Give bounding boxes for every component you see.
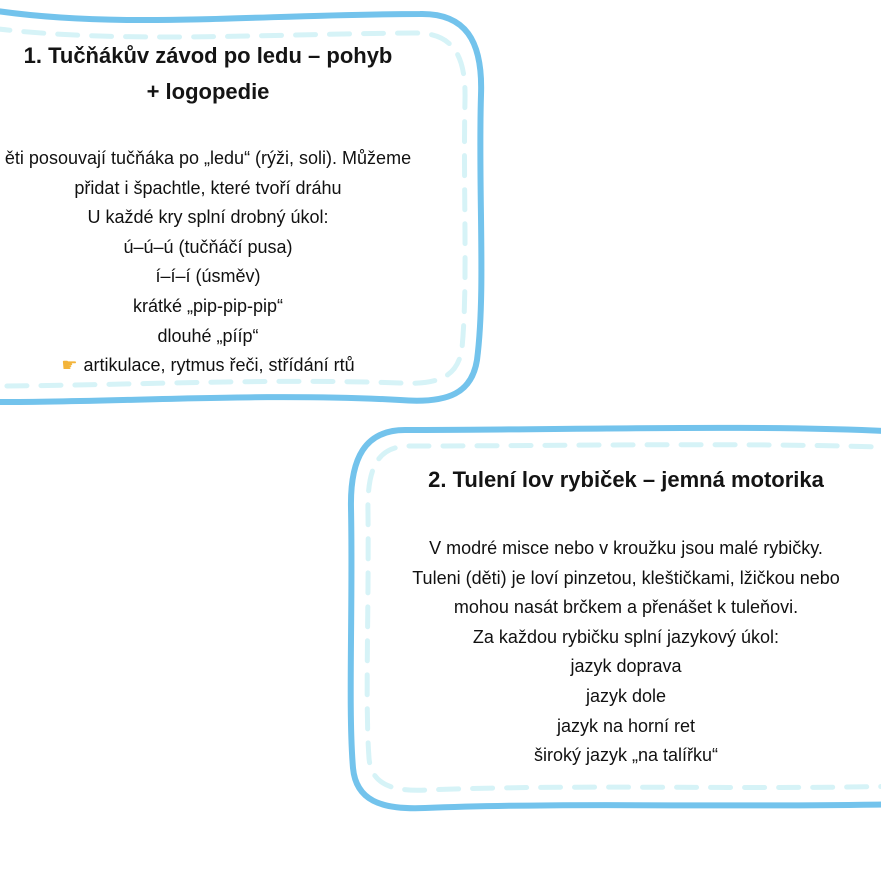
- card-1-text: [0, 144, 416, 381]
- card-2-line: jazyk na horní ret: [556, 715, 696, 736]
- pointing-hand-icon: ☛: [61, 355, 78, 376]
- card-1-line: krátké „pip-pip-pip“: [132, 295, 284, 316]
- card-2-title: 2. Tulení lov rybiček – jemná motorika: [428, 467, 824, 492]
- card-2-line: široký jazyk „na talířku“: [533, 745, 719, 766]
- card-1-line: í–í–í (úsměv): [155, 266, 261, 287]
- card-2-line: jazyk doprava: [570, 656, 682, 677]
- card-2-line: jazyk dole: [585, 685, 667, 706]
- card-2-line: V modré misce nebo v kroužku jsou malé rybičky.: [429, 538, 823, 558]
- card-1-line: U každé kry splní drobný úkol:: [87, 207, 329, 228]
- card-1-line: [0, 351, 416, 381]
- activity-card-1: [0, 0, 500, 420]
- card-1-line: ěti posouvají tučňáka po „ledu“ (rýži, soli). Můžeme: [4, 148, 412, 168]
- card-2-line: mohou nasát brčkem a přenášet k tuleňovi.: [453, 597, 799, 618]
- card-2-text: [367, 534, 881, 771]
- card-1-last-line: artikulace, rytmus řeči, střídání rtů: [83, 355, 355, 376]
- card-1-title: 1. Tučňákův závod po ledu – pohyb + logopedie: [23, 43, 393, 104]
- card-2-line: Tuleni (děti) je loví pinzetou, kleštičkami, lžičkou nebo: [412, 567, 840, 588]
- card-2-line: Za každou rybičku splní jazykový úkol:: [472, 626, 780, 647]
- card-1-line: přidat i špachtle, které tvoří dráhu: [74, 177, 342, 198]
- activity-card-2: [345, 418, 881, 818]
- card-1-line: dlouhé „pííp“: [157, 325, 259, 346]
- card-1-line: ú–ú–ú (tučňáčí pusa): [123, 236, 293, 257]
